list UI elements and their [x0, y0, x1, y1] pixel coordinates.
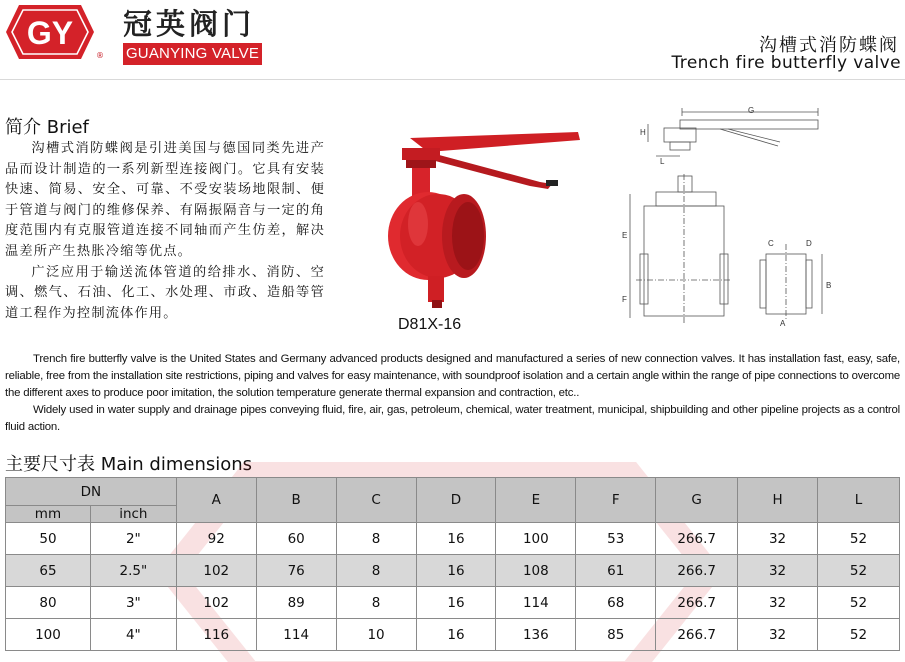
- model-number: D81X-16: [398, 316, 462, 333]
- registered-mark: ®: [96, 51, 104, 60]
- column-header: F: [576, 478, 656, 523]
- cell-mm: 65: [6, 555, 91, 587]
- cell-inch: 2": [90, 523, 176, 555]
- cell-value: 266.7: [656, 587, 738, 619]
- valve-product-image: [380, 126, 590, 316]
- cell-value: 114: [256, 619, 336, 651]
- cell-mm: 100: [6, 619, 91, 651]
- cell-value: 114: [496, 587, 576, 619]
- cell-value: 32: [738, 619, 818, 651]
- logo-letters: GY: [26, 15, 74, 51]
- cell-inch: 2.5": [90, 555, 176, 587]
- column-header: B: [256, 478, 336, 523]
- drawing-label-b: B: [826, 281, 832, 290]
- cell-value: 266.7: [656, 555, 738, 587]
- cell-value: 266.7: [656, 619, 738, 651]
- cell-value: 53: [576, 523, 656, 555]
- cell-value: 16: [416, 523, 496, 555]
- cell-inch: 3": [90, 587, 176, 619]
- table-row: [6, 523, 900, 555]
- cell-value: 116: [176, 619, 256, 651]
- cell-value: 102: [176, 555, 256, 587]
- cell-inch: 4": [90, 619, 176, 651]
- cell-value: 102: [176, 587, 256, 619]
- cell-value: 266.7: [656, 523, 738, 555]
- cell-mm: 80: [6, 587, 91, 619]
- drawing-label-g: G: [748, 106, 755, 115]
- drawing-label-a: A: [780, 319, 786, 328]
- column-header: E: [496, 478, 576, 523]
- brand-name-en: GUANYING VALVE: [123, 43, 262, 65]
- drawing-label-h: H: [640, 128, 646, 137]
- cell-value: 8: [336, 523, 416, 555]
- table-row: [6, 619, 900, 651]
- drawing-label-c: C: [768, 239, 774, 248]
- header-divider: [0, 79, 905, 80]
- cell-value: 68: [576, 587, 656, 619]
- gy-logo: [5, 3, 95, 61]
- cell-value: 85: [576, 619, 656, 651]
- column-header: H: [738, 478, 818, 523]
- cell-value: 16: [416, 555, 496, 587]
- product-title-en: Trench fire butterfly valve: [671, 53, 901, 73]
- brand-name-cn: 冠英阀门: [123, 7, 256, 41]
- mm-header: mm: [6, 506, 91, 523]
- cell-value: 10: [336, 619, 416, 651]
- brief-heading: 简介 Brief: [5, 117, 89, 138]
- cell-value: 76: [256, 555, 336, 587]
- cell-value: 16: [416, 587, 496, 619]
- column-header: L: [818, 478, 900, 523]
- cell-value: 32: [738, 587, 818, 619]
- cell-value: 8: [336, 587, 416, 619]
- brief-paragraph: 广泛应用于输送流体管道的给排水、消防、空调、燃气、石油、化工、水处理、市政、造船等管道工程作为控制流体作用。: [5, 264, 325, 321]
- cell-value: 61: [576, 555, 656, 587]
- cell-value: 89: [256, 587, 336, 619]
- drawing-label-f: F: [622, 295, 627, 304]
- table-row: [6, 587, 900, 619]
- dimensions-heading: 主要尺寸表 Main dimensions: [5, 454, 253, 475]
- table-row: [6, 555, 900, 587]
- brief-paragraph: 沟槽式消防蝶阀是引进美国与德国同类先进产品而设计制造的一系列新型连接阀门。它具有安装快速、简易、安全、可靠、不受安装场地限制、便于管道与阀门的维修保养、有隔振隔音与一定的角度范围内有克服管道连接不同轴而产生仿差，解决温差所产生热胀冷缩等优点。: [5, 141, 325, 259]
- cell-value: 32: [738, 523, 818, 555]
- cell-value: 108: [496, 555, 576, 587]
- cell-value: 52: [818, 523, 900, 555]
- product-title-cn: 沟槽式消防蝶阀: [759, 35, 899, 56]
- cell-value: 32: [738, 555, 818, 587]
- column-header: C: [336, 478, 416, 523]
- column-header: A: [176, 478, 256, 523]
- english-description: [5, 351, 900, 436]
- description-paragraph: Widely used in water supply and drainage pipes conveying fluid, fire, air, gas, petroleum, chemical, water treatment, municipal, shipbuilding and other pipeline projects as a control fluid action.: [5, 404, 900, 433]
- cell-value: 100: [496, 523, 576, 555]
- cell-value: 8: [336, 555, 416, 587]
- cell-mm: 50: [6, 523, 91, 555]
- column-header: G: [656, 478, 738, 523]
- cell-value: 92: [176, 523, 256, 555]
- cell-value: 52: [818, 619, 900, 651]
- cell-value: 60: [256, 523, 336, 555]
- table-header-row: [6, 478, 900, 506]
- dimension-drawing: [600, 104, 840, 329]
- drawing-label-e: E: [622, 231, 628, 240]
- cell-value: 136: [496, 619, 576, 651]
- inch-header: inch: [90, 506, 176, 523]
- drawing-label-l: L: [660, 157, 665, 166]
- column-header: D: [416, 478, 496, 523]
- description-paragraph: Trench fire butterfly valve is the United States and Germany advanced products designed and manufactured a series of new connection valves. It has installation fast, easy, safe, reliable, free from the installation site restrictions, piping and valves for easy maintenance, with soundproof isolation and a certain angle within the range of pipe connections to overcome the different axes to produce poor imitation, the solution temperature generate thermal expansion and contraction, etc..: [5, 353, 900, 399]
- cell-value: 52: [818, 555, 900, 587]
- dimensions-table: [5, 477, 900, 651]
- cell-value: 52: [818, 587, 900, 619]
- drawing-label-d: D: [806, 239, 812, 248]
- dn-header: DN: [6, 478, 177, 506]
- brief-text: [5, 139, 325, 324]
- cell-value: 16: [416, 619, 496, 651]
